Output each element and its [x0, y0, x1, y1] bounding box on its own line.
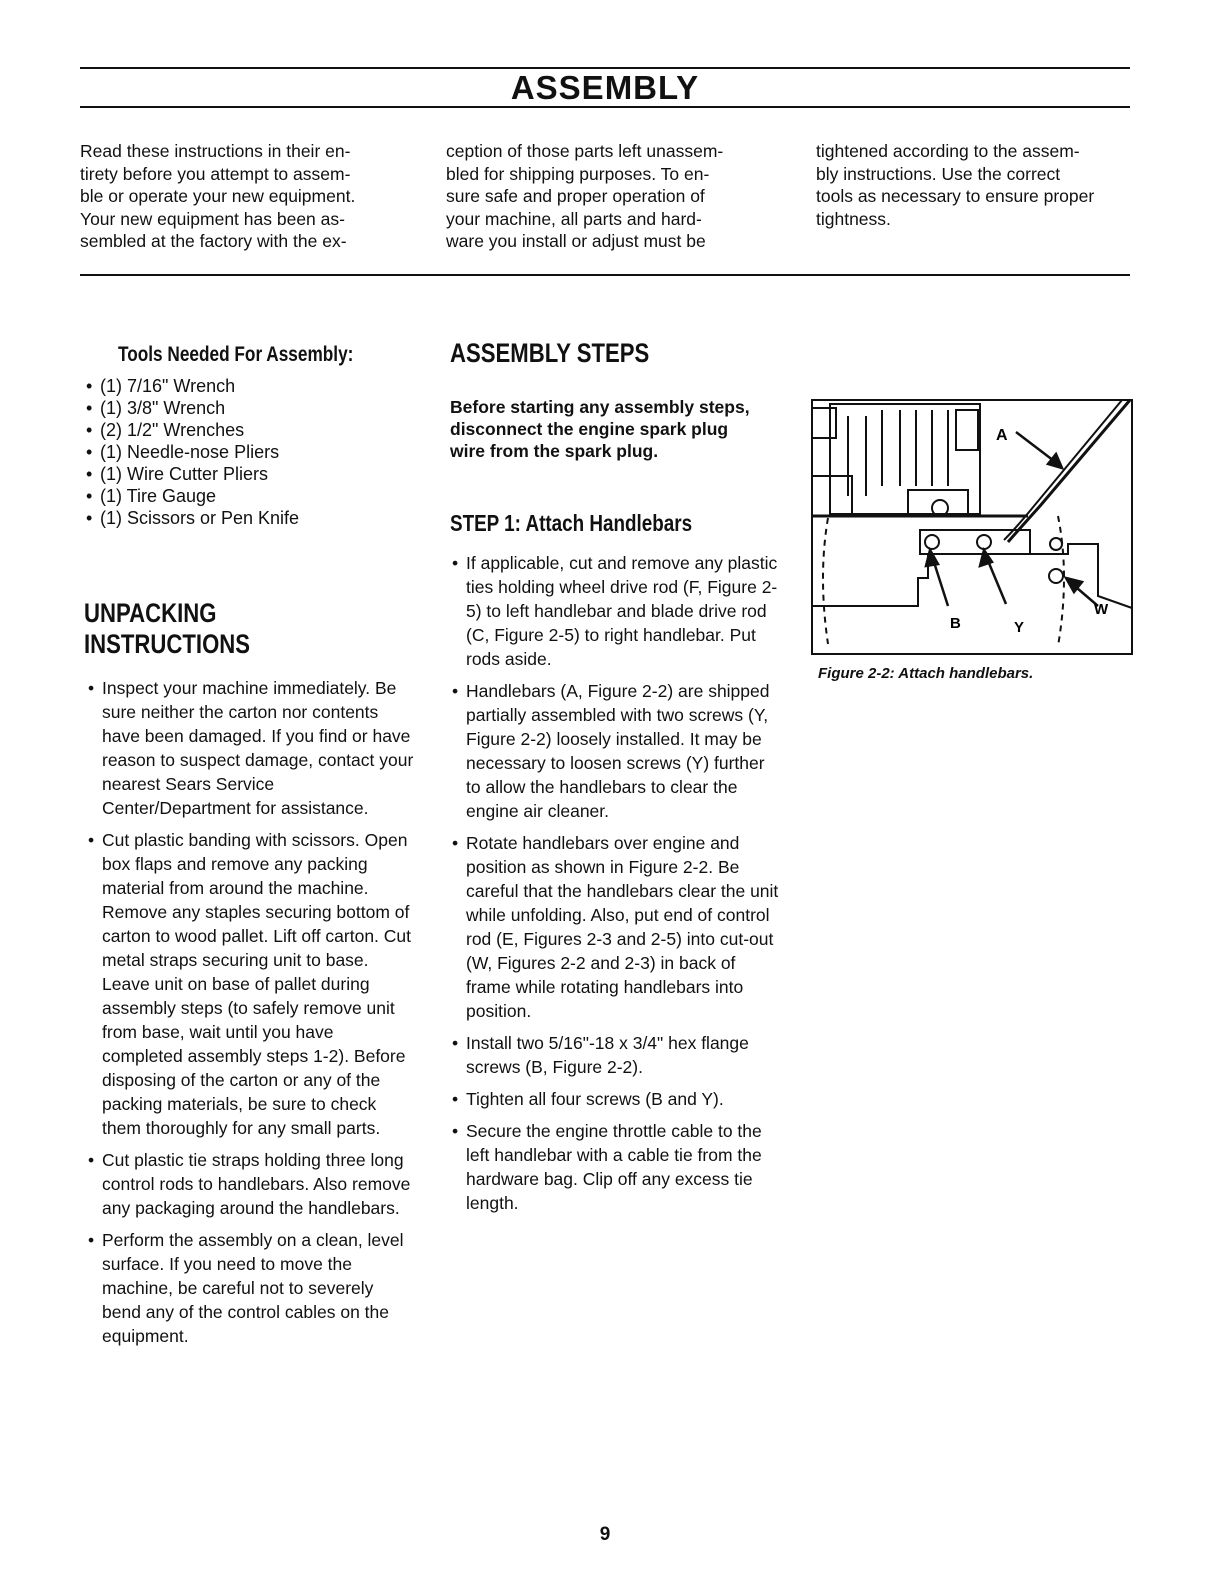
list-item: • (1) 3/8" Wrench — [86, 397, 299, 419]
unpacking-list — [86, 676, 416, 1356]
intro-col-3: tightened according to the assem- bly instructions. Use the correct tools as necessary to ensure proper tightness. — [816, 141, 1095, 229]
label-b: B — [950, 615, 961, 632]
label-a: A — [996, 427, 1008, 444]
tools-list — [86, 375, 299, 529]
intro-divider — [80, 274, 1130, 276]
step1-list — [450, 551, 780, 1223]
page-number: 9 — [599, 1524, 611, 1545]
label-y: Y — [1014, 619, 1025, 636]
list-item: • Rotate handlebars over engine and position as shown in Figure 2-2. Be careful that the handlebars clear the unit while unfolding. Also, put end of control rod (E, Figures 2-3 and 2-5) into cut-out (W, Figures 2-2 and 2-3) in back of frame while rotating handlebars into position. — [450, 831, 780, 1023]
list-item: • Tighten all four screws (B and Y). — [450, 1087, 780, 1111]
assembly-steps-heading: ASSEMBLY STEPS — [450, 338, 650, 368]
figure-caption: Figure 2-2: Attach handlebars. — [818, 665, 1034, 682]
intro-col-2: ception of those parts left unassem- bled for shipping purposes. To en- sure safe and proper operation of your machine, all parts and hard- ware you install or adjust must be — [446, 141, 724, 251]
page-title: ASSEMBLY — [510, 69, 700, 106]
list-item: • (1) 7/16" Wrench — [86, 375, 299, 397]
handlebar-figure — [808, 396, 1138, 658]
list-item: • (1) Needle-nose Pliers — [86, 441, 299, 463]
unpacking-heading-line1: UNPACKING — [84, 598, 217, 628]
list-item: • Cut plastic tie straps holding three long control rods to handlebars. Also remove any packaging around the handlebars. — [86, 1148, 416, 1220]
unpacking-heading-line2: INSTRUCTIONS — [84, 629, 251, 659]
title-underline — [80, 106, 1130, 108]
intro-col-1: Read these instructions in their en- tirety before you attempt to assem- ble or operate your new equipment. Your new equipment has been as- sembled at the factory with the ex- — [80, 141, 356, 251]
list-item: • Cut plastic banding with scissors. Open box flaps and remove any packing material from around the machine. Remove any staples securing bottom of carton to wood pallet. Lift off carton. Cut metal straps securing unit to base. Leave unit on base of pallet during assembly steps (to safely remove unit from base, wait until you have completed assembly steps 1-2). Before disposing of the carton or any of the packing materials, be sure to check them thoroughly for any small parts. — [86, 828, 416, 1140]
list-item: • Secure the engine throttle cable to the left handlebar with a cable tie from the hardware bag. Clip off any excess tie length. — [450, 1119, 780, 1215]
list-item: • Inspect your machine immediately. Be sure neither the carton nor contents have been damaged. If you find or have reason to suspect damage, contact your nearest Sears Service Center/Department for assistance. — [86, 676, 416, 820]
list-item: • Install two 5/16"-18 x 3/4" hex flange screws (B, Figure 2-2). — [450, 1031, 780, 1079]
list-item: • (2) 1/2" Wrenches — [86, 419, 299, 441]
list-item: • Handlebars (A, Figure 2-2) are shipped partially assembled with two screws (Y, Figure 2-2) loosely installed. It may be necessary to loosen screws (Y) further to allow the handlebars to clear the engine air cleaner. — [450, 679, 780, 823]
list-item: • If applicable, cut and remove any plastic ties holding wheel drive rod (F, Figure 2-5) to left handlebar and blade drive rod (C, Figure 2-5) to right handlebar. Put rods aside. — [450, 551, 780, 671]
list-item: • (1) Tire Gauge — [86, 485, 299, 507]
list-item: • Perform the assembly on a clean, level surface. If you need to move the machine, be careful not to severely bend any of the control cables on the equipment. — [86, 1228, 416, 1348]
spark-plug-warning: Before starting any assembly steps, disconnect the engine spark plug wire from the spark plug. — [450, 397, 750, 461]
list-item: • (1) Scissors or Pen Knife — [86, 507, 299, 529]
label-w: W — [1094, 601, 1109, 618]
step1-heading: STEP 1: Attach Handlebars — [450, 510, 693, 536]
list-item: • (1) Wire Cutter Pliers — [86, 463, 299, 485]
tools-heading: Tools Needed For Assembly: — [118, 343, 354, 366]
